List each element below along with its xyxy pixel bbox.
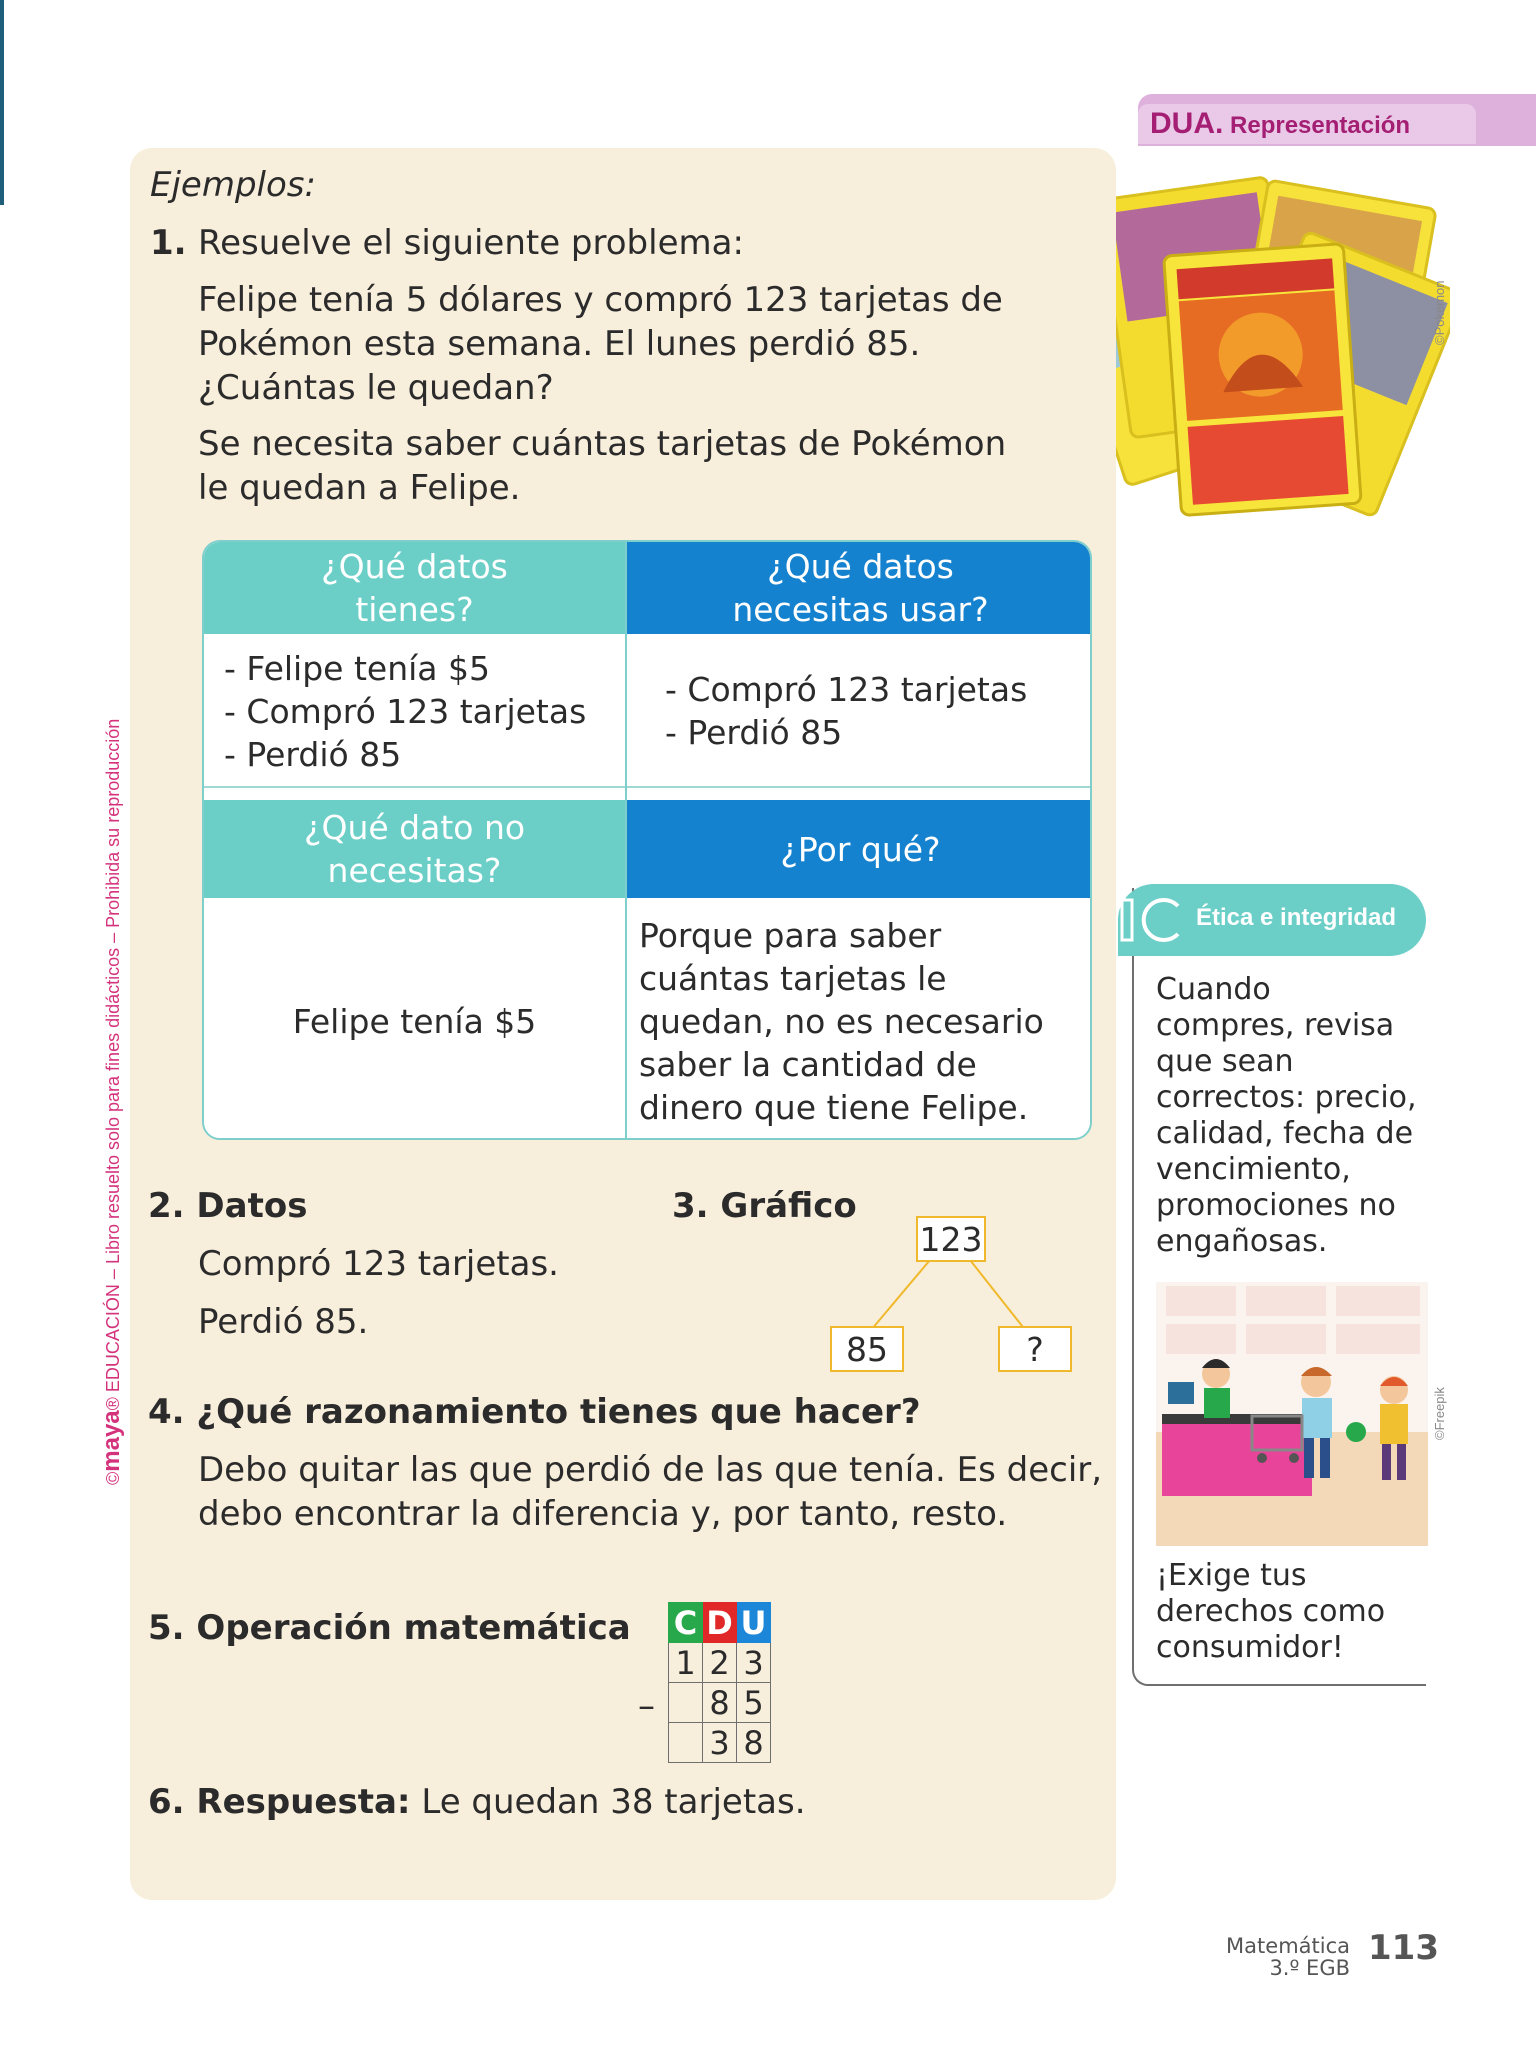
header-datos-tienes-line1: ¿Qué datos <box>321 547 508 586</box>
header-datos-tienes <box>204 542 625 634</box>
header-c: C <box>669 1603 703 1643</box>
table-divider <box>204 786 1090 788</box>
need-line-1: Se necesita saber cuántas tarjetas de Pokémon <box>198 424 1007 464</box>
r1-d: 2 <box>703 1643 737 1683</box>
cell-datos-tienes-line2: - Compró 123 tarjetas <box>224 691 587 731</box>
ethics-line-3: que sean <box>1156 1044 1294 1079</box>
left-edge-bar <box>0 0 4 205</box>
footer-grade: 3.º EGB <box>1269 1956 1350 1980</box>
cell-por-que-line2: cuántas tarjetas le <box>639 958 947 998</box>
ethics-line-8: engañosas. <box>1156 1224 1328 1259</box>
header-datos-usar <box>627 542 1092 634</box>
copyright-vertical-text: ©maya® EDUCACIÓN – Libro resuelto solo para fines didácticos – Prohibida su reproducción <box>98 718 125 1485</box>
cell-datos-usar-line1: - Compró 123 tarjetas <box>665 670 1028 709</box>
cell-datos-usar <box>627 636 1092 786</box>
header-u: U <box>737 1603 771 1643</box>
step4-line-1: Debo quitar las que perdió de las que tenía. Es decir, <box>198 1450 1103 1490</box>
problem-line-3: ¿Cuántas le quedan? <box>198 368 554 408</box>
ethics-line-7: promociones no <box>1156 1188 1396 1223</box>
pokemon-credit: ©Pokemon <box>1432 280 1447 345</box>
header-dato-no-necesitas-line1: ¿Qué dato no <box>303 808 526 847</box>
r1-c: 1 <box>669 1643 703 1683</box>
ethics-line-4: correctos: precio, <box>1156 1080 1417 1115</box>
header-por-que: ¿Por qué? <box>627 800 1092 898</box>
ethics-title: Ética e integridad <box>1196 904 1397 931</box>
item1-title: Resuelve el siguiente problema: <box>198 223 744 263</box>
place-value-table <box>668 1602 771 1763</box>
cell-datos-tienes-line1: - Felipe tenía $5 <box>224 648 490 688</box>
graph-top-box: 123 <box>916 1216 986 1262</box>
cell-datos-tienes <box>204 636 625 786</box>
cell-datos-tienes-line3: - Perdió 85 <box>224 734 402 774</box>
ethics-line-2: compres, revisa <box>1156 1008 1395 1043</box>
examples-title: Ejemplos: <box>150 165 316 205</box>
ethics-closing-3: consumidor! <box>1156 1630 1344 1665</box>
step2-title: 2. Datos <box>148 1186 308 1226</box>
header-datos-usar-line1: ¿Qué datos <box>767 547 954 586</box>
ethics-closing-1: ¡Exige tus <box>1156 1558 1307 1593</box>
ethics-line-1: Cuando <box>1156 972 1271 1007</box>
dua-tab <box>1138 94 1536 146</box>
step4-title: 4. ¿Qué razonamiento tienes que hacer? <box>148 1392 921 1432</box>
r1-u: 3 <box>737 1643 771 1683</box>
data-analysis-table <box>202 540 1092 1140</box>
dua-label: DUA. Representación <box>1138 104 1476 144</box>
ethics-line-6: vencimiento, <box>1156 1152 1351 1187</box>
r3-c <box>669 1723 703 1763</box>
cell-datos-usar-line2: - Perdió 85 <box>665 713 843 752</box>
footer-subject <box>1220 1935 1350 1979</box>
cell-por-que-line4: saber la cantidad de <box>639 1044 977 1084</box>
need-line-2: le quedan a Felipe. <box>198 468 521 508</box>
cell-por-que <box>627 900 1092 1140</box>
r3-u: 8 <box>737 1723 771 1763</box>
step6-text: Le quedan 38 tarjetas. <box>421 1782 806 1822</box>
step6-label: 6. Respuesta: <box>148 1782 411 1822</box>
footer-subject-name: Matemática <box>1226 1934 1350 1958</box>
ethics-line-5: calidad, fecha de <box>1156 1116 1414 1151</box>
r2-d: 8 <box>703 1683 737 1723</box>
header-datos-tienes-line2: tienes? <box>355 590 474 629</box>
item1-number: 1. <box>150 223 187 263</box>
ic-logo-icon <box>1118 890 1188 950</box>
ethics-closing-2: derechos como <box>1156 1594 1386 1629</box>
step2-line-1: Compró 123 tarjetas. <box>198 1244 559 1284</box>
table-vertical-divider <box>625 542 627 1138</box>
cell-por-que-line5: dinero que tiene Felipe. <box>639 1087 1029 1127</box>
problem-line-1: Felipe tenía 5 dólares y compró 123 tarjetas de <box>198 280 1003 320</box>
graph-left-box: 85 <box>830 1326 904 1372</box>
header-datos-usar-line2: necesitas usar? <box>732 590 989 629</box>
step2-line-2: Perdió 85. <box>198 1302 369 1342</box>
header-dato-no-necesitas <box>204 800 625 898</box>
ethics-header <box>1118 884 1426 956</box>
step6-answer <box>148 1780 806 1824</box>
r3-d: 3 <box>703 1723 737 1763</box>
step4-line-2: debo encontrar la diferencia y, por tanto, resto. <box>198 1494 1008 1534</box>
step3-title: 3. Gráfico <box>672 1186 857 1226</box>
r2-u: 5 <box>737 1683 771 1723</box>
freepik-credit: ©Freepik <box>1432 1387 1447 1440</box>
header-d: D <box>703 1603 737 1643</box>
graph-right-box: ? <box>998 1326 1072 1372</box>
r2-c <box>669 1683 703 1723</box>
page-number: 113 <box>1368 1928 1439 1968</box>
minus-sign: – <box>638 1686 655 1726</box>
step5-title: 5. Operación matemática <box>148 1608 631 1648</box>
cell-por-que-line3: quedan, no es necesario <box>639 1001 1044 1041</box>
cell-dato-no-necesitas: Felipe tenía $5 <box>204 900 625 1140</box>
shopping-illustration <box>1156 1282 1428 1546</box>
header-dato-no-necesitas-line2: necesitas? <box>327 851 502 890</box>
problem-line-2: Pokémon esta semana. El lunes perdió 85. <box>198 324 921 364</box>
pokemon-cards-illustration <box>1060 140 1450 550</box>
cell-por-que-line1: Porque para saber <box>639 915 942 955</box>
